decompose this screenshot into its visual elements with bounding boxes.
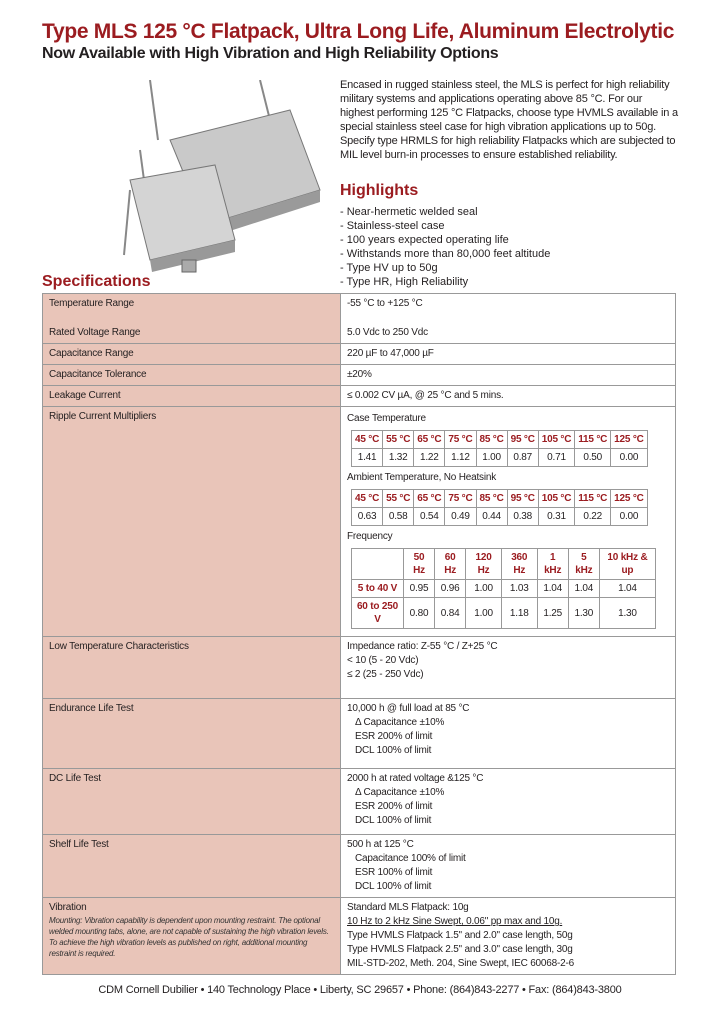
ambient-temp-title: Ambient Temperature, No Heatsink: [347, 472, 497, 483]
column-header: 85 °C: [476, 490, 507, 508]
spec-value: 10,000 h @ full load at 85 °C: [347, 703, 470, 714]
frequency-table: [351, 548, 656, 629]
cell-value: 0.38: [507, 508, 538, 526]
cell-value: 1.03: [501, 580, 537, 598]
spec-value: 5.0 Vdc to 250 Vdc: [347, 327, 428, 338]
cell-value: 0.71: [538, 449, 574, 467]
cell-value: 1.04: [599, 580, 655, 598]
highlight-item: - Near-hermetic welded seal: [340, 206, 478, 218]
spec-value: Type HVMLS Flatpack 1.5" and 2.0" case length, 50g: [347, 930, 573, 941]
column-header: 65 °C: [414, 490, 445, 508]
column-header: 360 Hz: [501, 549, 537, 580]
column-header: 115 °C: [575, 431, 611, 449]
column-header: 5 kHz: [568, 549, 599, 580]
column-header: 85 °C: [476, 431, 507, 449]
column-header: 45 °C: [352, 490, 383, 508]
column-header: 55 °C: [383, 431, 414, 449]
cell-value: 1.00: [466, 598, 502, 629]
page-title: Type MLS 125 °C Flatpack, Ultra Long Life, Aluminum Electrolytic: [42, 20, 675, 43]
spec-value: Δ Capacitance ±10%: [355, 717, 445, 728]
frequency-title: Frequency: [347, 531, 393, 542]
cell-value: 0.80: [403, 598, 434, 629]
spec-value: ESR 200% of limit: [355, 801, 433, 812]
spec-label: Capacitance Tolerance: [43, 365, 341, 386]
vibration-note: To achieve the high vibration levels as published on right, additional mounting restraint is required.: [49, 938, 308, 958]
spec-label: Ripple Current Multipliers: [43, 407, 341, 637]
cell-value: 0.49: [445, 508, 476, 526]
column-header: 115 °C: [575, 490, 611, 508]
vibration-note: Mounting: Vibration capability is dependent upon mounting restraint. The optional welded mounting tabs, alone, are not capable of sustaining the high vibration levels.: [49, 916, 329, 936]
highlight-item: - Withstands more than 80,000 feet altitude: [340, 248, 551, 260]
spec-value: Standard MLS Flatpack: 10g: [347, 902, 469, 913]
capacitor-product-photo: [120, 80, 330, 280]
highlight-item: - Stainless-steel case: [340, 220, 445, 232]
cell-value: 0.63: [352, 508, 383, 526]
cell-value: 1.04: [537, 580, 568, 598]
column-header: 105 °C: [538, 431, 574, 449]
column-header: 65 °C: [414, 431, 445, 449]
spec-value: 220 µF to 47,000 µF: [341, 344, 676, 365]
cell-value: 1.22: [414, 449, 445, 467]
spec-value: DCL 100% of limit: [355, 745, 432, 756]
case-temp-title: Case Temperature: [347, 413, 426, 424]
cell-value: 0.84: [435, 598, 466, 629]
highlight-item: - Type HR, High Reliability: [340, 276, 469, 288]
spec-value: ≤ 2 (25 - 250 Vdc): [347, 669, 424, 680]
footer-contact: CDM Cornell Dubilier • 140 Technology Place • Liberty, SC 29657 • Phone: (864)843-2277 • Fax: (864)843-3800: [98, 984, 622, 996]
spec-value: ≤ 0.002 CV µA, @ 25 °C and 5 mins.: [341, 386, 676, 407]
cell-value: 1.12: [445, 449, 476, 467]
spec-value: -55 °C to +125 °C: [347, 298, 423, 309]
cell-value: 0.95: [403, 580, 434, 598]
column-header: 75 °C: [445, 431, 476, 449]
spec-label: Vibration: [49, 902, 87, 913]
column-header: 120 Hz: [466, 549, 502, 580]
page-subtitle: Now Available with High Vibration and High Reliability Options: [42, 45, 499, 62]
cell-value: 0.50: [575, 449, 611, 467]
spec-value: MIL-STD-202, Meth. 204, Sine Swept, IEC 60068-2-6: [347, 958, 574, 969]
spec-label: Low Temperature Characteristics: [43, 637, 341, 699]
intro-paragraph: Encased in rugged stainless steel, the MLS is perfect for high reliability military systems and applications operating above 85 °C. For our highest performing 125 °C Flatpacks, choose type HVMLS available in a special stainless steel case for high vibration applications up to 50g. Specify type HRMLS for high reliability Flatpacks which are subjected to MIL level burn-in processes to ensure established reliability.: [340, 79, 678, 161]
spec-value: Δ Capacitance ±10%: [355, 787, 445, 798]
cell-value: 1.00: [476, 449, 507, 467]
spec-value: DCL 100% of limit: [355, 815, 432, 826]
spec-label: Rated Voltage Range: [49, 327, 141, 338]
cell-value: 0.44: [476, 508, 507, 526]
spec-label: Temperature Range: [49, 298, 134, 309]
column-header: 95 °C: [507, 490, 538, 508]
column-header: 55 °C: [383, 490, 414, 508]
cell-value: 0.22: [575, 508, 611, 526]
highlights-heading: Highlights: [340, 182, 419, 199]
cell-value: 1.32: [383, 449, 414, 467]
specifications-heading: Specifications: [42, 273, 151, 290]
spec-value: ±20%: [341, 365, 676, 386]
case-temp-table: [351, 430, 648, 467]
highlights-list: [340, 205, 550, 289]
cell-value: 0.96: [435, 580, 466, 598]
row-header: 60 to 250 V: [352, 598, 404, 629]
cell-value: 0.00: [611, 449, 647, 467]
spec-value: ESR 100% of limit: [355, 867, 433, 878]
column-header: 10 kHz & up: [599, 549, 655, 580]
cell-value: 0.54: [414, 508, 445, 526]
cell-value: 0.87: [507, 449, 538, 467]
column-header: 125 °C: [611, 490, 647, 508]
spec-label: Endurance Life Test: [43, 699, 341, 769]
spec-label: Leakage Current: [43, 386, 341, 407]
cell-value: 0.00: [611, 508, 647, 526]
spec-value: Capacitance 100% of limit: [355, 853, 466, 864]
highlight-item: - Type HV up to 50g: [340, 262, 438, 274]
row-header: 5 to 40 V: [352, 580, 404, 598]
spec-label: Capacitance Range: [43, 344, 341, 365]
column-header: 75 °C: [445, 490, 476, 508]
spec-value: Impedance ratio: Z-55 °C / Z+25 °C: [347, 641, 498, 652]
column-header: 45 °C: [352, 431, 383, 449]
spec-value: ESR 200% of limit: [355, 731, 433, 742]
cell-value: 1.25: [537, 598, 568, 629]
column-header: 125 °C: [611, 431, 647, 449]
ambient-temp-table: [351, 489, 648, 526]
spec-value: DCL 100% of limit: [355, 881, 432, 892]
spec-value: 10 Hz to 2 kHz Sine Swept, 0.06" pp max and 10g.: [347, 916, 563, 927]
cell-value: 0.31: [538, 508, 574, 526]
spec-value: 500 h at 125 °C: [347, 839, 414, 850]
spec-value: < 10 (5 - 20 Vdc): [347, 655, 419, 666]
column-header: 1 kHz: [537, 549, 568, 580]
cell-value: 1.30: [599, 598, 655, 629]
cell-value: 1.30: [568, 598, 599, 629]
spec-label: Shelf Life Test: [43, 835, 341, 898]
column-header: 60 Hz: [435, 549, 466, 580]
spec-value: Type HVMLS Flatpack 2.5" and 3.0" case length, 30g: [347, 944, 573, 955]
column-header: 50 Hz: [403, 549, 434, 580]
spec-value: 2000 h at rated voltage &125 °C: [347, 773, 484, 784]
highlight-item: - 100 years expected operating life: [340, 234, 509, 246]
cell-value: 1.00: [466, 580, 502, 598]
cell-value: 1.41: [352, 449, 383, 467]
column-header: 95 °C: [507, 431, 538, 449]
spec-label: DC Life Test: [43, 769, 341, 835]
column-header: 105 °C: [538, 490, 574, 508]
specifications-table: [42, 293, 676, 975]
cell-value: 1.18: [501, 598, 537, 629]
cell-value: 0.58: [383, 508, 414, 526]
cell-value: 1.04: [568, 580, 599, 598]
